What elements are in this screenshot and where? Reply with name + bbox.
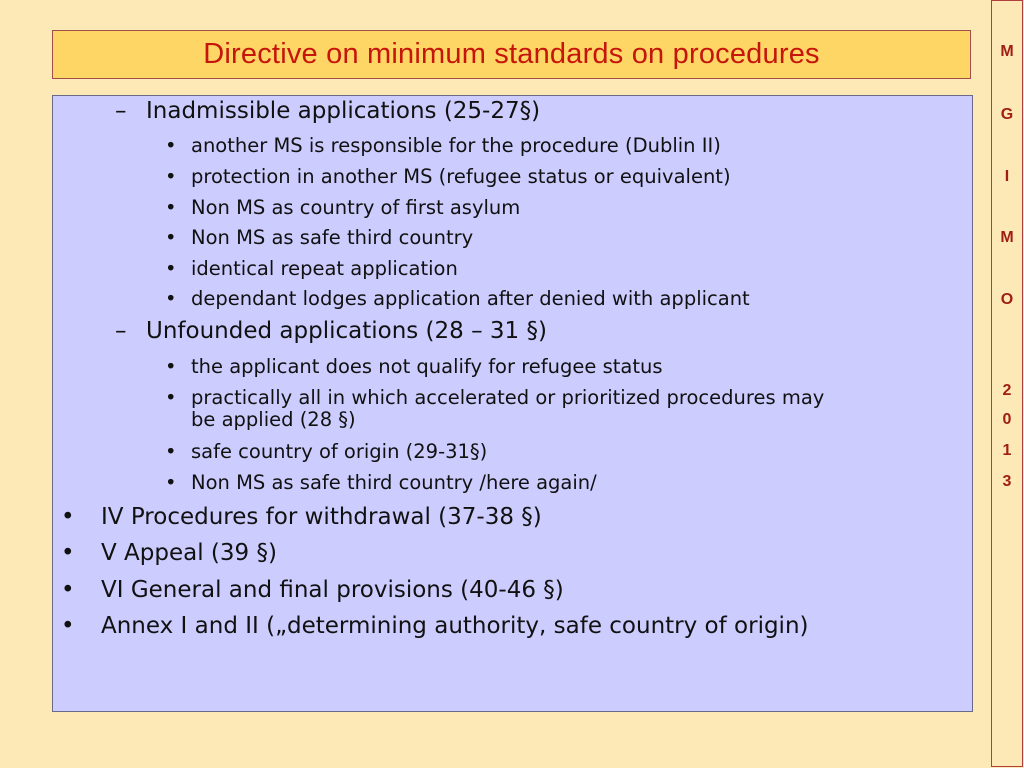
bullet-marker: • — [165, 471, 177, 494]
side-letter: I — [1004, 168, 1010, 185]
list-item-text: protection in another MS (refugee status or equivalent) — [191, 165, 731, 188]
bullet-marker: • — [165, 257, 177, 280]
list-item-text: Non MS as safe third country — [191, 226, 474, 249]
side-label-panel — [991, 0, 1023, 767]
list-item-text: identical repeat application — [191, 257, 458, 280]
bullet-marker: • — [165, 226, 177, 249]
side-letter: 2 — [1002, 382, 1012, 399]
slide-title: Directive on minimum standards on procedures — [203, 38, 820, 70]
list-item-text: another MS is responsible for the procedure (Dublin II) — [191, 134, 721, 157]
slide-title-bar — [52, 30, 971, 79]
main-item-text: V Appeal (39 §) — [101, 540, 277, 566]
bullet-marker: • — [165, 440, 177, 463]
bullet-marker: • — [165, 386, 177, 409]
bullet-marker: • — [61, 613, 75, 639]
bullet-marker: • — [61, 540, 75, 566]
main-item-text: VI General and final provisions (40-46 §) — [101, 577, 564, 603]
bullet-marker: • — [165, 355, 177, 378]
sub-heading-label: Unfounded applications (28 – 31 §) — [146, 318, 547, 344]
bullet-marker: • — [61, 577, 75, 603]
list-item-text: the applicant does not qualify for refugee status — [191, 355, 663, 378]
bullet-marker: • — [61, 504, 75, 530]
list-item-text: Non MS as safe third country /here again/ — [191, 471, 597, 494]
dash-marker: – — [115, 98, 127, 124]
list-item-text: be applied (28 §) — [191, 408, 356, 431]
bullet-marker: • — [165, 134, 177, 157]
list-item-text: practically all in which accelerated or prioritized procedures may — [191, 386, 825, 409]
side-letter: M — [1000, 43, 1014, 60]
side-letter: 1 — [1002, 442, 1012, 459]
dash-marker: – — [115, 318, 127, 344]
main-item-text: IV Procedures for withdrawal (37-38 §) — [101, 504, 542, 530]
bullet-marker: • — [165, 165, 177, 188]
bullet-marker: • — [165, 287, 177, 310]
content-box — [52, 95, 973, 712]
list-item-text: safe country of origin (29-31§) — [191, 440, 488, 463]
side-letter: G — [1000, 106, 1014, 123]
side-letter: M — [1000, 229, 1014, 246]
side-letter: 0 — [1002, 411, 1012, 428]
bullet-marker: • — [165, 196, 177, 219]
side-letter: 3 — [1002, 473, 1012, 490]
list-item-text: Non MS as country of first asylum — [191, 196, 521, 219]
main-item-text: Annex I and II („determining authority, safe country of origin) — [101, 613, 809, 639]
sub-heading-label: Inadmissible applications (25-27§) — [146, 98, 541, 124]
list-item-text: dependant lodges application after denied with applicant — [191, 287, 750, 310]
side-letter: O — [1000, 291, 1014, 308]
